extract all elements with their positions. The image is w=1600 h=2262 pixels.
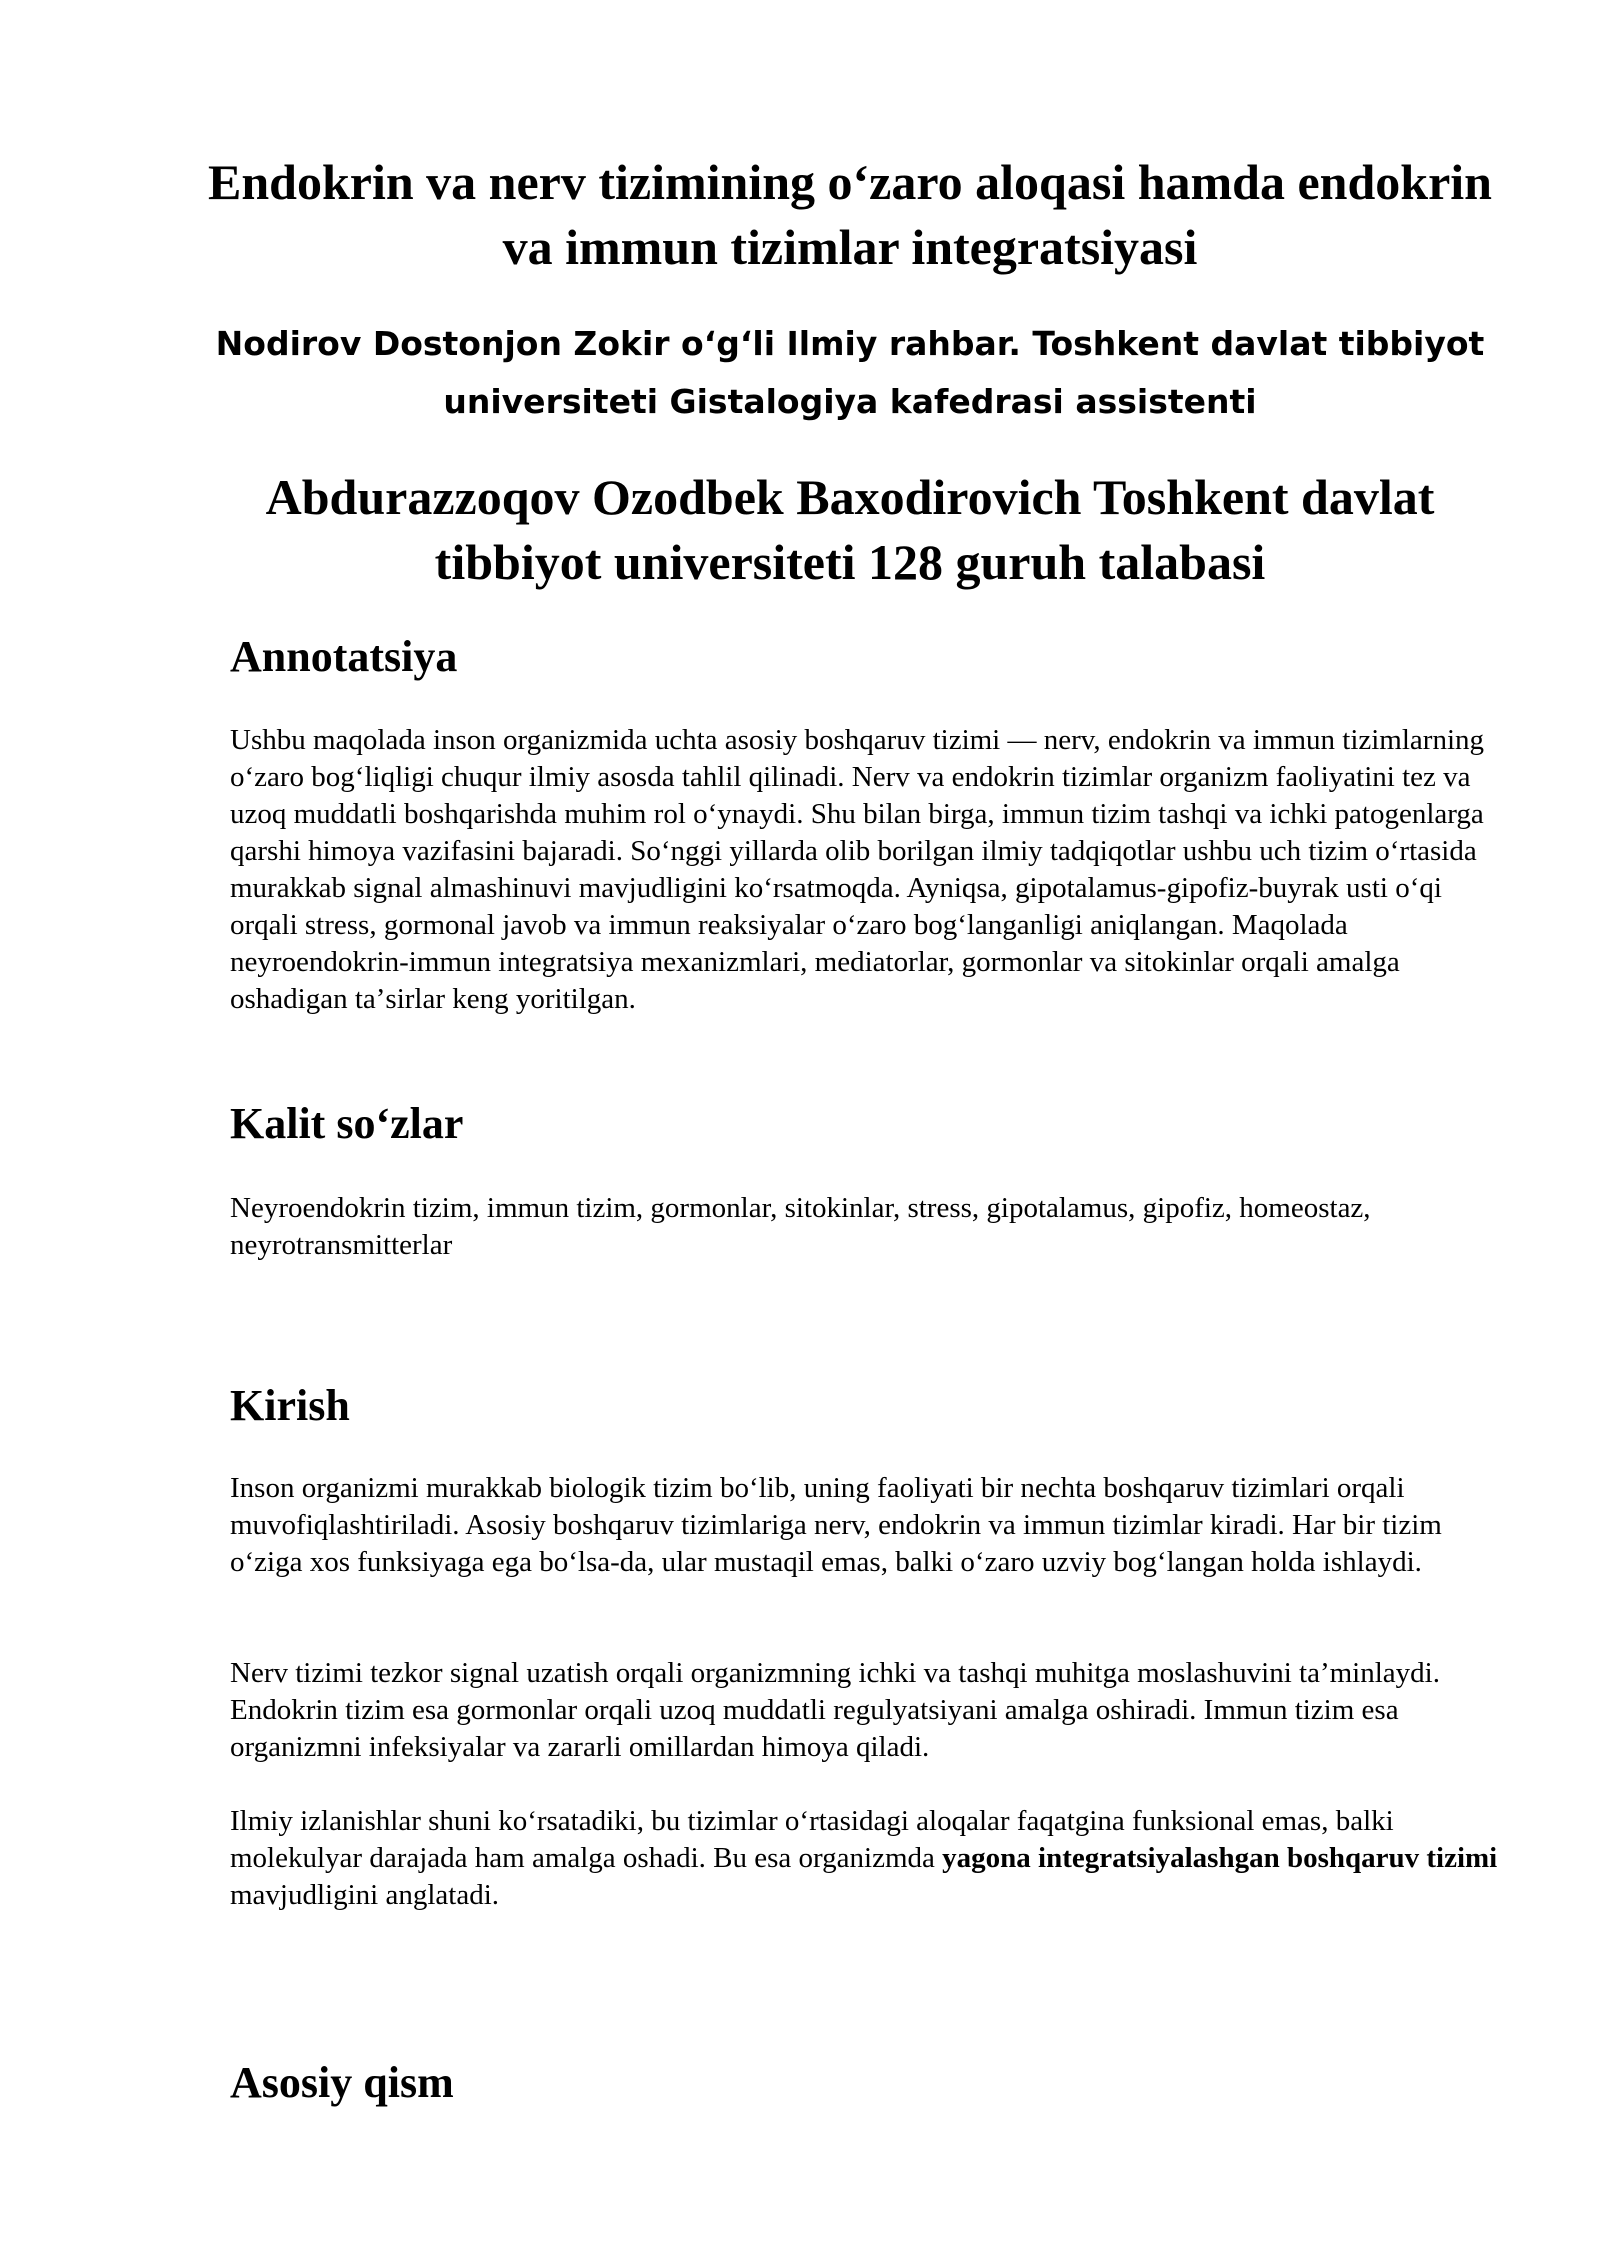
author-line: Abdurazzoqov Ozodbek Baxodirovich Toshkent davlat tibbiyot universiteti 128 guruh talabasi: [265, 469, 1435, 590]
intro-paragraph-2: Nerv tizimi tezkor signal uzatish orqali organizmning ichki va tashqi muhitga moslashuvini taʼminlaydi. Endokrin tizim esa gormonlar orqali uzoq muddatli regulyatsiyani amalga oshiradi. Immun tizim esa organizmni infeksiyalar va zararli omillardan himoya qiladi.: [230, 1657, 1440, 1763]
annotation-paragraph: Ushbu maqolada inson organizmida uchta asosiy boshqaruv tizimi — nerv, endokrin va immun tizimlarning oʻzaro bogʻliqligi chuqur ilmiy asosda tahlil qilinadi. Nerv va endokrin tizimlar organizm faoliyatini tez va uzoq muddatli boshqarishda muhim rol oʻynaydi. Shu bilan birga, immun tizim tashqi va ichki patogenlarga qarshi himoya vazifasini bajaradi. Soʻnggi yillarda olib borilgan ilmiy tadqiqotlar ushbu uch tizim oʻrtasida murakkab signal almashinuvi mavjudligini koʻrsatmoqda. Ayniqsa, gipotalamus-gipofiz-buyrak usti oʻqi orqali stress, gormonal javob va immun reaksiyalar oʻzaro bogʻlanganligi aniqlangan. Maqolada neyroendokrin-immun integratsiya mexanizmlari, mediatorlar, gormonlar va sitokinlar orqali amalga oshadigan taʼsirlar keng yoritilgan.: [230, 724, 1485, 1015]
main-section-heading: Asosiy qism: [230, 2058, 454, 2107]
keywords-paragraph: Neyroendokrin tizim, immun tizim, gormonlar, sitokinlar, stress, gipotalamus, gipofiz, homeostaz, neyrotransmitterlar: [230, 1192, 1371, 1261]
intro-paragraph-3: [230, 1803, 1500, 1914]
article-title: Endokrin va nerv tizimining oʻzaro aloqasi hamda endokrin va immun tizimlar integratsiyasi: [208, 154, 1492, 275]
intro-paragraph-3-end: mavjudligini anglatadi.: [230, 1879, 500, 1911]
intro-heading: Kirish: [230, 1381, 350, 1430]
keywords-heading: Kalit soʻzlar: [230, 1099, 464, 1148]
intro-paragraph-3-start: Ilmiy izlanishlar shuni koʻrsatadiki, bu tizimlar oʻrtasidagi aloqalar faqatgina funksional emas, balki molekulyar darajada ham amalga oshadi. Bu esa organizmda: [230, 1805, 1394, 1874]
intro-paragraph-1: Inson organizmi murakkab biologik tizim boʻlib, uning faoliyati bir nechta boshqaruv tizimlari orqali muvofiqlashtiriladi. Asosiy boshqaruv tizimlariga nerv, endokrin va immun tizimlar kiradi. Har bir tizim oʻziga xos funksiyaga ega boʻlsa-da, ular mustaqil emas, balki oʻzaro uzviy bogʻlangan holda ishlaydi.: [230, 1472, 1442, 1578]
supervisor-line: Nodirov Dostonjon Zokir oʻgʻli Ilmiy rahbar. Toshkent davlat tibbiyot universiteti Gistalogiya kafedrasi assistenti: [215, 324, 1485, 421]
annotation-heading: Annotatsiya: [230, 632, 458, 681]
intro-paragraph-3-bold: yagona integratsiyalashgan boshqaruv tizimi: [942, 1842, 1498, 1874]
